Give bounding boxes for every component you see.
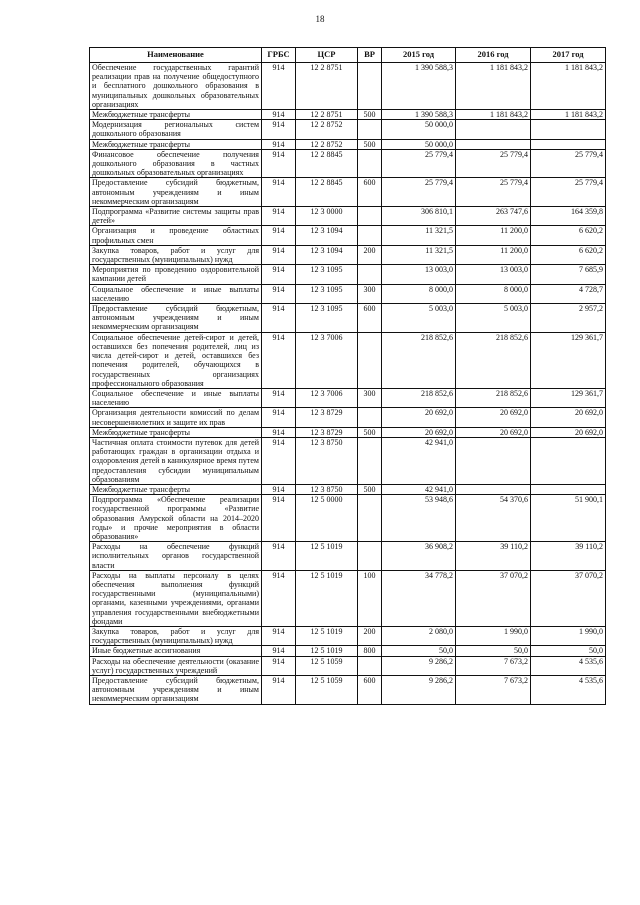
cell-2017: 20 692,0 [531,408,606,427]
cell-vr [358,207,382,226]
table-row [90,484,606,494]
cell-2017 [531,139,606,149]
cell-vr: 200 [358,626,382,645]
cell-2015: 42 941,0 [382,437,456,484]
cell-name: Организация деятельности комиссий по делам несовершеннолетних и защите их прав [90,408,262,427]
cell-2016: 25 779,4 [456,149,531,178]
cell-2015: 25 779,4 [382,149,456,178]
cell-name: Закупка товаров, работ и услуг для государственных (муниципальных) нужд [90,245,262,264]
cell-name: Модернизация региональных систем дошкольного образования [90,120,262,139]
cell-name: Предоставление субсидий бюджетным, автономным учреждениям и иным некоммерческим организациям [90,178,262,207]
cell-2015: 11 321,5 [382,226,456,245]
cell-name: Расходы на обеспечение функций исполнительных органов государственной власти [90,542,262,571]
header-2015: 2015 год [382,48,456,63]
cell-2015: 34 778,2 [382,570,456,626]
cell-vr: 600 [358,676,382,705]
cell-vr [358,226,382,245]
cell-grbs: 914 [262,265,296,284]
cell-csr: 12 3 8750 [296,484,358,494]
cell-vr [358,149,382,178]
cell-csr: 12 3 1094 [296,245,358,264]
table-row [90,178,606,207]
cell-csr: 12 5 1019 [296,626,358,645]
table-row [90,149,606,178]
cell-2016 [456,120,531,139]
cell-2017: 4 535,6 [531,656,606,675]
cell-2015: 9 286,2 [382,676,456,705]
cell-csr: 12 3 1095 [296,284,358,303]
cell-vr [358,332,382,388]
cell-2015: 20 692,0 [382,427,456,437]
cell-2017 [531,120,606,139]
cell-grbs: 914 [262,226,296,245]
cell-2015: 50 000,0 [382,139,456,149]
cell-name: Подпрограмма «Развитие системы защиты прав детей» [90,207,262,226]
cell-2016: 1 181 843,2 [456,63,531,110]
cell-2015: 8 000,0 [382,284,456,303]
cell-grbs: 914 [262,437,296,484]
cell-name: Расходы на выплаты персоналу в целях обеспечения выполнения функций государственными (муниципальными) органами, казенными учреждениями, органами управления государственными внебюджетными фондами [90,570,262,626]
cell-name: Обеспечение государственных гарантий реализации прав на получение общедоступного и бесплатного дошкольного образования в муниципальных дошкольных образовательных организациях [90,63,262,110]
header-2017: 2017 год [531,48,606,63]
header-grbs: ГРБС [262,48,296,63]
table-header [90,48,606,63]
cell-2016: 218 852,6 [456,332,531,388]
header-csr: ЦСР [296,48,358,63]
cell-2015: 5 003,0 [382,304,456,333]
cell-vr [358,63,382,110]
cell-vr [358,495,382,542]
cell-2017: 39 110,2 [531,542,606,571]
cell-name: Иные бюджетные ассигнования [90,646,262,656]
cell-2017 [531,484,606,494]
cell-csr: 12 3 8729 [296,427,358,437]
cell-2016 [456,437,531,484]
cell-csr: 12 3 0000 [296,207,358,226]
cell-2016: 50,0 [456,646,531,656]
cell-csr: 12 2 8752 [296,120,358,139]
cell-grbs: 914 [262,542,296,571]
cell-grbs: 914 [262,388,296,407]
cell-csr: 12 2 8752 [296,139,358,149]
table-row [90,427,606,437]
cell-grbs: 914 [262,63,296,110]
cell-2016: 13 003,0 [456,265,531,284]
table-row [90,388,606,407]
cell-vr: 500 [358,427,382,437]
cell-grbs: 914 [262,626,296,645]
cell-csr: 12 2 8751 [296,110,358,120]
table-row [90,226,606,245]
cell-2016: 5 003,0 [456,304,531,333]
cell-2017: 1 181 843,2 [531,63,606,110]
cell-csr: 12 2 8751 [296,63,358,110]
cell-grbs: 914 [262,676,296,705]
cell-vr: 800 [358,646,382,656]
cell-name: Межбюджетные трансферты [90,110,262,120]
table-row [90,245,606,264]
cell-grbs: 914 [262,332,296,388]
cell-2016: 1 990,0 [456,626,531,645]
cell-2015: 306 810,1 [382,207,456,226]
cell-csr: 12 5 0000 [296,495,358,542]
cell-2015: 218 852,6 [382,332,456,388]
cell-grbs: 914 [262,284,296,303]
table-row [90,408,606,427]
cell-vr: 300 [358,388,382,407]
cell-2015: 2 080,0 [382,626,456,645]
cell-name: Социальное обеспечение и иные выплаты населению [90,388,262,407]
cell-2017: 164 359,8 [531,207,606,226]
table-row [90,542,606,571]
cell-2016: 20 692,0 [456,408,531,427]
cell-vr: 300 [358,284,382,303]
table-row [90,265,606,284]
cell-2017: 6 620,2 [531,226,606,245]
cell-vr: 200 [358,245,382,264]
header-vr: ВР [358,48,382,63]
cell-grbs: 914 [262,245,296,264]
cell-grbs: 914 [262,484,296,494]
cell-2017: 129 361,7 [531,388,606,407]
cell-2017: 25 779,4 [531,178,606,207]
cell-grbs: 914 [262,427,296,437]
cell-2015: 13 003,0 [382,265,456,284]
cell-csr: 12 5 1019 [296,542,358,571]
cell-csr: 12 3 7006 [296,388,358,407]
cell-2015: 20 692,0 [382,408,456,427]
cell-2015: 53 948,6 [382,495,456,542]
cell-name: Предоставление субсидий бюджетным, автономным учреждениям и иным некоммерческим организациям [90,304,262,333]
cell-2015: 50,0 [382,646,456,656]
cell-2016: 37 070,2 [456,570,531,626]
cell-csr: 12 2 8845 [296,149,358,178]
cell-grbs: 914 [262,408,296,427]
cell-2017: 2 957,2 [531,304,606,333]
cell-2016: 54 370,6 [456,495,531,542]
cell-name: Финансовое обеспечение получения дошкольного образования в частных дошкольных образовательных организациях [90,149,262,178]
cell-vr: 600 [358,178,382,207]
cell-2016: 25 779,4 [456,178,531,207]
table-row [90,139,606,149]
cell-2015: 1 390 588,3 [382,63,456,110]
cell-2015: 218 852,6 [382,388,456,407]
cell-name: Предоставление субсидий бюджетным, автономным учреждениям и иным некоммерческим организациям [90,676,262,705]
cell-2017: 25 779,4 [531,149,606,178]
cell-grbs: 914 [262,570,296,626]
cell-name: Закупка товаров, работ и услуг для государственных (муниципальных) нужд [90,626,262,645]
cell-csr: 12 3 7006 [296,332,358,388]
table-row [90,332,606,388]
cell-grbs: 914 [262,120,296,139]
table-row [90,304,606,333]
cell-grbs: 914 [262,110,296,120]
cell-csr: 12 5 1059 [296,676,358,705]
cell-name: Подпрограмма «Обеспечение реализации государственной программы «Развитие образования Амурской области на 2014–2020 годы» и прочие мероприятия в области образования» [90,495,262,542]
page-number: 18 [315,14,325,24]
cell-vr [358,265,382,284]
table-body [90,63,606,705]
cell-vr: 500 [358,139,382,149]
cell-csr: 12 3 1095 [296,265,358,284]
header-name: Наименование [90,48,262,63]
cell-2016: 7 673,2 [456,676,531,705]
cell-grbs: 914 [262,139,296,149]
cell-grbs: 914 [262,207,296,226]
cell-vr: 600 [358,304,382,333]
cell-2017: 37 070,2 [531,570,606,626]
budget-table [89,47,606,705]
cell-2017: 20 692,0 [531,427,606,437]
cell-2016: 11 200,0 [456,245,531,264]
cell-2016: 39 110,2 [456,542,531,571]
cell-vr: 500 [358,484,382,494]
cell-2017: 129 361,7 [531,332,606,388]
cell-grbs: 914 [262,304,296,333]
table-row [90,676,606,705]
table-row [90,110,606,120]
table-row [90,437,606,484]
cell-grbs: 914 [262,646,296,656]
cell-csr: 12 3 8729 [296,408,358,427]
cell-name: Социальное обеспечение детей-сирот и детей, оставшихся без попечения родителей, лиц из числа детей-сирот и детей, оставшихся без попечения родителей, обучающихся в государственных организациях профессионального образования [90,332,262,388]
cell-name: Мероприятия по проведению оздоровительной кампании детей [90,265,262,284]
cell-csr: 12 5 1019 [296,646,358,656]
cell-name: Межбюджетные трансферты [90,484,262,494]
cell-name: Социальное обеспечение и иные выплаты населению [90,284,262,303]
cell-grbs: 914 [262,495,296,542]
cell-2017: 50,0 [531,646,606,656]
cell-csr: 12 5 1059 [296,656,358,675]
cell-2015: 25 779,4 [382,178,456,207]
cell-vr [358,437,382,484]
header-2016: 2016 год [456,48,531,63]
cell-vr [358,408,382,427]
cell-name: Межбюджетные трансферты [90,427,262,437]
table-row [90,120,606,139]
cell-vr [358,656,382,675]
table-row [90,63,606,110]
cell-csr: 12 2 8845 [296,178,358,207]
cell-2016: 8 000,0 [456,284,531,303]
table-row [90,284,606,303]
cell-name: Расходы на обеспечение деятельности (оказание услуг) государственных учреждений [90,656,262,675]
cell-vr [358,120,382,139]
cell-name: Организация и проведение областных профильных смен [90,226,262,245]
cell-2015: 42 941,0 [382,484,456,494]
cell-name: Частичная оплата стоимости путевок для детей работающих граждан в организации отдыха и оздоровления детей в каникулярное время путем предоставления субсидии муниципальным образованиям [90,437,262,484]
cell-csr: 12 5 1019 [296,570,358,626]
cell-2017: 4 728,7 [531,284,606,303]
table-row [90,656,606,675]
cell-csr: 12 3 8750 [296,437,358,484]
cell-2017: 4 535,6 [531,676,606,705]
cell-2016: 1 181 843,2 [456,110,531,120]
cell-2016: 7 673,2 [456,656,531,675]
table-row [90,626,606,645]
cell-csr: 12 3 1095 [296,304,358,333]
cell-csr: 12 3 1094 [296,226,358,245]
table-row [90,207,606,226]
table-row [90,646,606,656]
cell-2016: 20 692,0 [456,427,531,437]
cell-2015: 36 908,2 [382,542,456,571]
cell-grbs: 914 [262,656,296,675]
cell-2017: 7 685,9 [531,265,606,284]
cell-2017: 1 990,0 [531,626,606,645]
cell-2016: 218 852,6 [456,388,531,407]
cell-vr: 100 [358,570,382,626]
cell-2016 [456,484,531,494]
cell-2017: 51 900,1 [531,495,606,542]
cell-2016: 263 747,6 [456,207,531,226]
cell-2015: 50 000,0 [382,120,456,139]
cell-2017: 1 181 843,2 [531,110,606,120]
cell-grbs: 914 [262,149,296,178]
cell-2017: 6 620,2 [531,245,606,264]
cell-2016: 11 200,0 [456,226,531,245]
cell-vr [358,542,382,571]
cell-grbs: 914 [262,178,296,207]
cell-vr: 500 [358,110,382,120]
cell-2017 [531,437,606,484]
cell-2015: 1 390 588,3 [382,110,456,120]
table-row [90,495,606,542]
cell-2015: 9 286,2 [382,656,456,675]
table-row [90,570,606,626]
cell-name: Межбюджетные трансферты [90,139,262,149]
cell-2015: 11 321,5 [382,245,456,264]
cell-2016 [456,139,531,149]
